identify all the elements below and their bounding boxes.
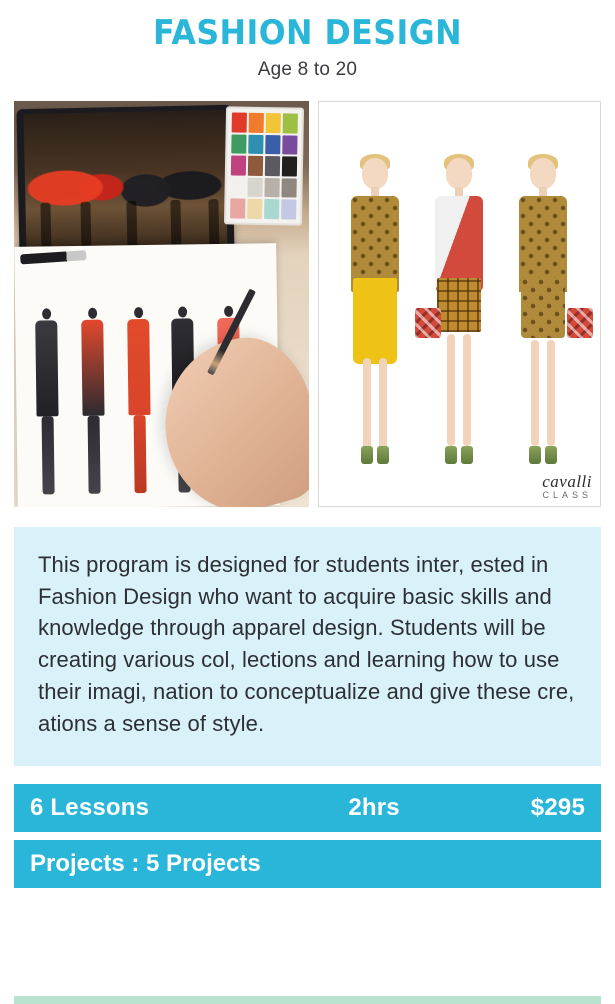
fashion-sketching-photo [14,101,309,507]
program-description [14,527,601,766]
projects-bar [14,840,601,888]
runway-image [24,110,228,250]
image-gallery [0,101,615,507]
fashion-illustration-triptych [318,101,601,507]
projects-label: Projects : 5 Projects [30,850,261,878]
course-price: $295 [530,794,585,822]
brand-watermark [542,473,592,500]
tablet-device [16,104,234,256]
illustration-model-3 [503,158,583,488]
watermark-brand: cavalli [542,471,592,491]
watermark-subbrand: CLASS [542,489,592,500]
illustration-model-2 [419,158,499,488]
age-range-subtitle: Age 8 to 20 [257,58,358,80]
page-title: FASHION DESIGN [152,13,463,53]
marker-pen [20,250,87,264]
lessons-count: 6 Lessons [30,794,150,822]
illustration-model-1 [335,158,415,488]
course-info-bar [14,784,601,832]
illustration-canvas [319,102,600,506]
description-text: This program is designed for students inter, ested in Fashion Design who want to acquire basic skills and knowledge through apparel design. Students will be creating various col, lections and learning how to use their imagi, nation to conceptualize and give these cre, ations a sense of style. [38,551,575,737]
paint-palette [224,106,304,225]
header [0,0,615,81]
footer-strip [14,996,601,1004]
lesson-duration: 2hrs [348,794,400,822]
